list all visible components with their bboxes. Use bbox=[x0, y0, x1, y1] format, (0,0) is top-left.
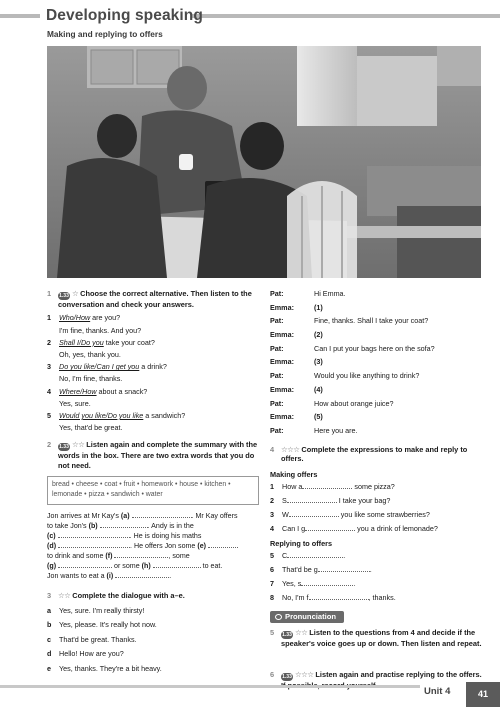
exercise-number: 6 bbox=[270, 669, 275, 679]
dialogue-gap[interactable]: (3) bbox=[314, 357, 323, 367]
list-item bbox=[47, 338, 259, 347]
gap-blank[interactable] bbox=[58, 541, 130, 548]
page-title: Developing speaking bbox=[46, 7, 203, 24]
list-item bbox=[270, 565, 482, 574]
item-number: 3 bbox=[270, 509, 274, 519]
gap-blank[interactable] bbox=[114, 551, 168, 558]
item-text: Can I g bbox=[282, 523, 306, 533]
choice-text[interactable]: Would you like/Do you like bbox=[59, 410, 144, 420]
item-number: 6 bbox=[270, 565, 274, 575]
star-icon: ☆☆ bbox=[58, 591, 71, 601]
kitchen-photo bbox=[47, 46, 481, 278]
speaker-name: Emma: bbox=[270, 302, 294, 312]
item-text: , thanks. bbox=[368, 593, 396, 603]
speaker-name: Pat: bbox=[270, 371, 284, 381]
item-text: . bbox=[343, 551, 346, 561]
speaker-name: Emma: bbox=[270, 384, 294, 394]
gap-label: (d) bbox=[47, 542, 57, 550]
list-item bbox=[47, 635, 259, 644]
gap-blank[interactable] bbox=[287, 496, 337, 503]
item-number: 1 bbox=[270, 481, 274, 491]
gap-blank[interactable] bbox=[153, 561, 201, 568]
gap-blank[interactable] bbox=[305, 524, 355, 531]
item-text: a drink? bbox=[139, 362, 167, 372]
dialogue-gap[interactable]: (4) bbox=[314, 384, 323, 394]
making-offers-list bbox=[270, 482, 482, 533]
gap-label: (c) bbox=[47, 531, 56, 540]
item-text: . bbox=[353, 579, 356, 589]
item-text: you like some strawberries? bbox=[338, 509, 430, 519]
exercise-number: 5 bbox=[270, 627, 275, 637]
dialogue-line: Here you are. bbox=[314, 425, 358, 435]
summary-text bbox=[47, 511, 259, 581]
item-letter: d bbox=[47, 649, 52, 659]
summary-part: . He is doing his maths bbox=[129, 531, 202, 540]
item-number: 4 bbox=[270, 523, 274, 533]
gap-blank[interactable] bbox=[58, 531, 130, 538]
item-text: about a snack? bbox=[96, 386, 148, 396]
item-number: 7 bbox=[270, 579, 274, 589]
item-letter: c bbox=[47, 634, 51, 644]
star-icon: ☆☆ bbox=[295, 627, 308, 637]
dialogue-line: Would you like anything to drink? bbox=[314, 371, 420, 381]
gap-blank[interactable] bbox=[287, 551, 346, 561]
star-icon: ☆☆ bbox=[72, 440, 85, 450]
page-number: 41 bbox=[466, 682, 500, 707]
speaker-name: Pat: bbox=[270, 398, 284, 408]
exercise-3-items bbox=[47, 606, 259, 673]
summary-part: or some bbox=[112, 562, 142, 571]
star-icon: ☆☆☆ bbox=[295, 669, 314, 679]
replying-offers-list bbox=[270, 551, 482, 602]
word-box: bread • cheese • coat • fruit • homework • house • kitchen • lemonade • pizza • sandwich • water bbox=[47, 476, 259, 505]
gap-blank[interactable] bbox=[208, 541, 238, 548]
instruction-text: Choose the correct alternative. Then listen to the conversation and check your answers. bbox=[58, 289, 252, 309]
item-number: 4 bbox=[47, 386, 51, 396]
item-number: 1 bbox=[47, 313, 51, 323]
exercise-1-items bbox=[47, 313, 259, 432]
speaker-name: Pat: bbox=[270, 425, 284, 435]
making-offers-heading: Making offers bbox=[270, 469, 318, 479]
item-text: Yes, please. It's really hot now. bbox=[59, 620, 157, 630]
dialogue-line: Can I put your bags here on the sofa? bbox=[314, 343, 435, 353]
gap-blank[interactable] bbox=[58, 561, 112, 568]
list-item bbox=[270, 593, 482, 602]
summary-part: to eat. bbox=[200, 562, 223, 571]
speaker-name: Emma: bbox=[270, 330, 294, 340]
item-text: S bbox=[282, 495, 287, 505]
gap-label: (e) bbox=[197, 542, 207, 550]
audio-cd-icon[interactable]: 1.33 bbox=[59, 444, 69, 451]
list-item bbox=[270, 524, 482, 533]
gap-blank[interactable] bbox=[302, 482, 352, 489]
list-item bbox=[47, 313, 259, 322]
speaker-name: Emma: bbox=[270, 357, 294, 367]
choice-text[interactable]: Who/How bbox=[59, 313, 91, 323]
item-text: are you? bbox=[90, 313, 121, 323]
list-item bbox=[270, 482, 482, 491]
speaker-name: Pat: bbox=[270, 343, 284, 353]
left-column bbox=[47, 289, 259, 678]
item-text: some pizza? bbox=[352, 481, 395, 491]
item-number: 5 bbox=[270, 551, 274, 561]
item-text: No, I'm f bbox=[282, 593, 309, 603]
dialogue bbox=[270, 289, 482, 435]
exercise-number: 2 bbox=[47, 440, 52, 450]
gap-blank[interactable] bbox=[318, 565, 372, 575]
reply-text: Yes, sure. bbox=[59, 398, 91, 408]
gap-label: (a) bbox=[120, 511, 130, 520]
gap-label: (g) bbox=[47, 562, 57, 571]
header-rule-right bbox=[192, 14, 500, 18]
gap-blank[interactable] bbox=[132, 511, 192, 518]
exercise-4-instruction bbox=[270, 445, 482, 464]
choice-text[interactable]: Do you like/Can I get you bbox=[59, 362, 140, 372]
list-item bbox=[47, 387, 259, 396]
list-item bbox=[47, 649, 259, 658]
speaker-name: Pat: bbox=[270, 289, 284, 298]
dialogue-line: Hi Emma. bbox=[314, 289, 346, 298]
replying-offers-heading: Replying to offers bbox=[270, 538, 333, 548]
dialogue-gap[interactable]: (5) bbox=[314, 412, 323, 422]
item-text: Yes, thanks. They're a bit heavy. bbox=[59, 663, 162, 673]
instruction-text: Listen again and practise replying to the offers. bbox=[315, 669, 482, 679]
item-text: Yes, sure. I'm really thirsty! bbox=[59, 605, 145, 615]
list-item bbox=[270, 579, 482, 588]
item-number: 8 bbox=[270, 593, 274, 603]
audio-cd-icon[interactable]: 1.33 bbox=[282, 673, 292, 680]
speaker-name: Pat: bbox=[270, 316, 284, 326]
header-rule-left bbox=[0, 14, 40, 18]
audio-cd-icon[interactable]: 1.33 bbox=[282, 631, 292, 638]
exercise-number: 3 bbox=[47, 591, 52, 601]
star-icon: ☆☆☆ bbox=[281, 444, 300, 454]
speaker-name: Emma: bbox=[270, 412, 294, 422]
summary-part: . bbox=[169, 572, 172, 581]
dialogue-gap[interactable]: (1) bbox=[314, 302, 323, 312]
dialogue-line: Fine, thanks. Shall I take your coat? bbox=[314, 316, 429, 326]
audio-cd-icon[interactable]: 1.33 bbox=[59, 293, 69, 299]
item-text: . bbox=[369, 565, 372, 575]
item-text: How a bbox=[282, 481, 303, 491]
gap-blank[interactable] bbox=[301, 579, 356, 589]
summary-part: . He offers Jon some bbox=[130, 542, 198, 550]
item-text: I take your bag? bbox=[336, 495, 391, 505]
list-item bbox=[270, 551, 482, 560]
gap-blank[interactable] bbox=[100, 521, 148, 528]
item-letter: e bbox=[47, 663, 51, 673]
gap-label: (b) bbox=[88, 521, 98, 530]
instruction-text: Complete the expressions to make and reply to offers. bbox=[281, 444, 468, 464]
summary-part: to drink and some bbox=[47, 552, 106, 561]
exercise-3-instruction bbox=[47, 591, 259, 600]
list-item bbox=[47, 362, 259, 371]
right-column bbox=[270, 289, 482, 690]
list-item bbox=[47, 620, 259, 629]
list-item bbox=[47, 606, 259, 615]
item-text: Yes, s bbox=[282, 579, 302, 589]
gap-label: (h) bbox=[141, 562, 151, 571]
exercise-2-instruction bbox=[47, 440, 259, 470]
unit-label: Unit 4 bbox=[424, 686, 451, 697]
speech-bubble-icon bbox=[275, 614, 282, 620]
exercise-1-instruction bbox=[47, 289, 259, 309]
item-number: 2 bbox=[47, 337, 51, 347]
item-letter: a bbox=[47, 605, 51, 615]
list-item bbox=[270, 496, 482, 505]
summary-part: . Mr Kay offers bbox=[191, 511, 238, 520]
item-number: 2 bbox=[270, 495, 274, 505]
pronunciation-banner bbox=[270, 611, 344, 622]
page-subtitle: Making and replying to offers bbox=[47, 29, 163, 39]
item-letter: b bbox=[47, 620, 52, 630]
reply-text: Yes, that'd be great. bbox=[59, 423, 123, 433]
exercise-5-instruction bbox=[270, 628, 482, 648]
choice-text[interactable]: Shall I/Do you bbox=[59, 337, 104, 347]
summary-part: . Andy is in the bbox=[147, 521, 194, 530]
exercise-number: 4 bbox=[270, 444, 275, 454]
list-item bbox=[47, 664, 259, 673]
list-item bbox=[47, 411, 259, 420]
item-text: you a drink of lemonade? bbox=[355, 523, 438, 533]
instruction-text: Complete the dialogue with a–e. bbox=[72, 591, 185, 601]
reply-text: Oh, yes, thank you. bbox=[59, 350, 121, 360]
item-text: W bbox=[282, 509, 289, 519]
summary-part: Jon arrives at Mr Kay's bbox=[47, 511, 121, 520]
dialogue-gap[interactable]: (2) bbox=[314, 330, 323, 340]
item-text: Hello! How are you? bbox=[59, 649, 124, 659]
item-number: 3 bbox=[47, 362, 51, 372]
instruction-text: Listen to the questions from 4 and decide if the speaker's voice goes up or down. Then listen and repeat. bbox=[281, 627, 482, 648]
star-icon: ☆ bbox=[72, 289, 79, 298]
reply-text: No, I'm fine, thanks. bbox=[59, 374, 123, 384]
dialogue-line: How about orange juice? bbox=[314, 398, 394, 408]
summary-part: to take Jon's bbox=[47, 521, 89, 530]
list-item bbox=[270, 510, 482, 519]
gap-label: (f) bbox=[105, 552, 113, 561]
exercise-number: 1 bbox=[47, 289, 52, 298]
gap-blank[interactable] bbox=[309, 593, 369, 600]
reply-text: I'm fine, thanks. And you? bbox=[59, 325, 142, 335]
choice-text[interactable]: Where/How bbox=[59, 386, 97, 396]
summary-part: Jon wants to eat a bbox=[47, 572, 107, 581]
gap-blank[interactable] bbox=[289, 510, 339, 517]
gap-blank[interactable] bbox=[115, 571, 172, 581]
footer-rule bbox=[0, 685, 420, 688]
instruction-text: Listen again and complete the summary with the words in the box. There are two extra words that you do not need. bbox=[58, 440, 258, 470]
item-text: C bbox=[282, 551, 288, 561]
item-text: take your coat? bbox=[103, 337, 155, 347]
item-text: a sandwich? bbox=[143, 410, 186, 420]
item-number: 5 bbox=[47, 410, 51, 420]
item-text: That'd be g bbox=[282, 565, 318, 575]
gap-label: (i) bbox=[106, 572, 114, 581]
pronunciation-label: Pronunciation bbox=[285, 612, 337, 622]
summary-part: , some bbox=[168, 552, 190, 561]
item-text: That'd be great. Thanks. bbox=[59, 634, 137, 644]
